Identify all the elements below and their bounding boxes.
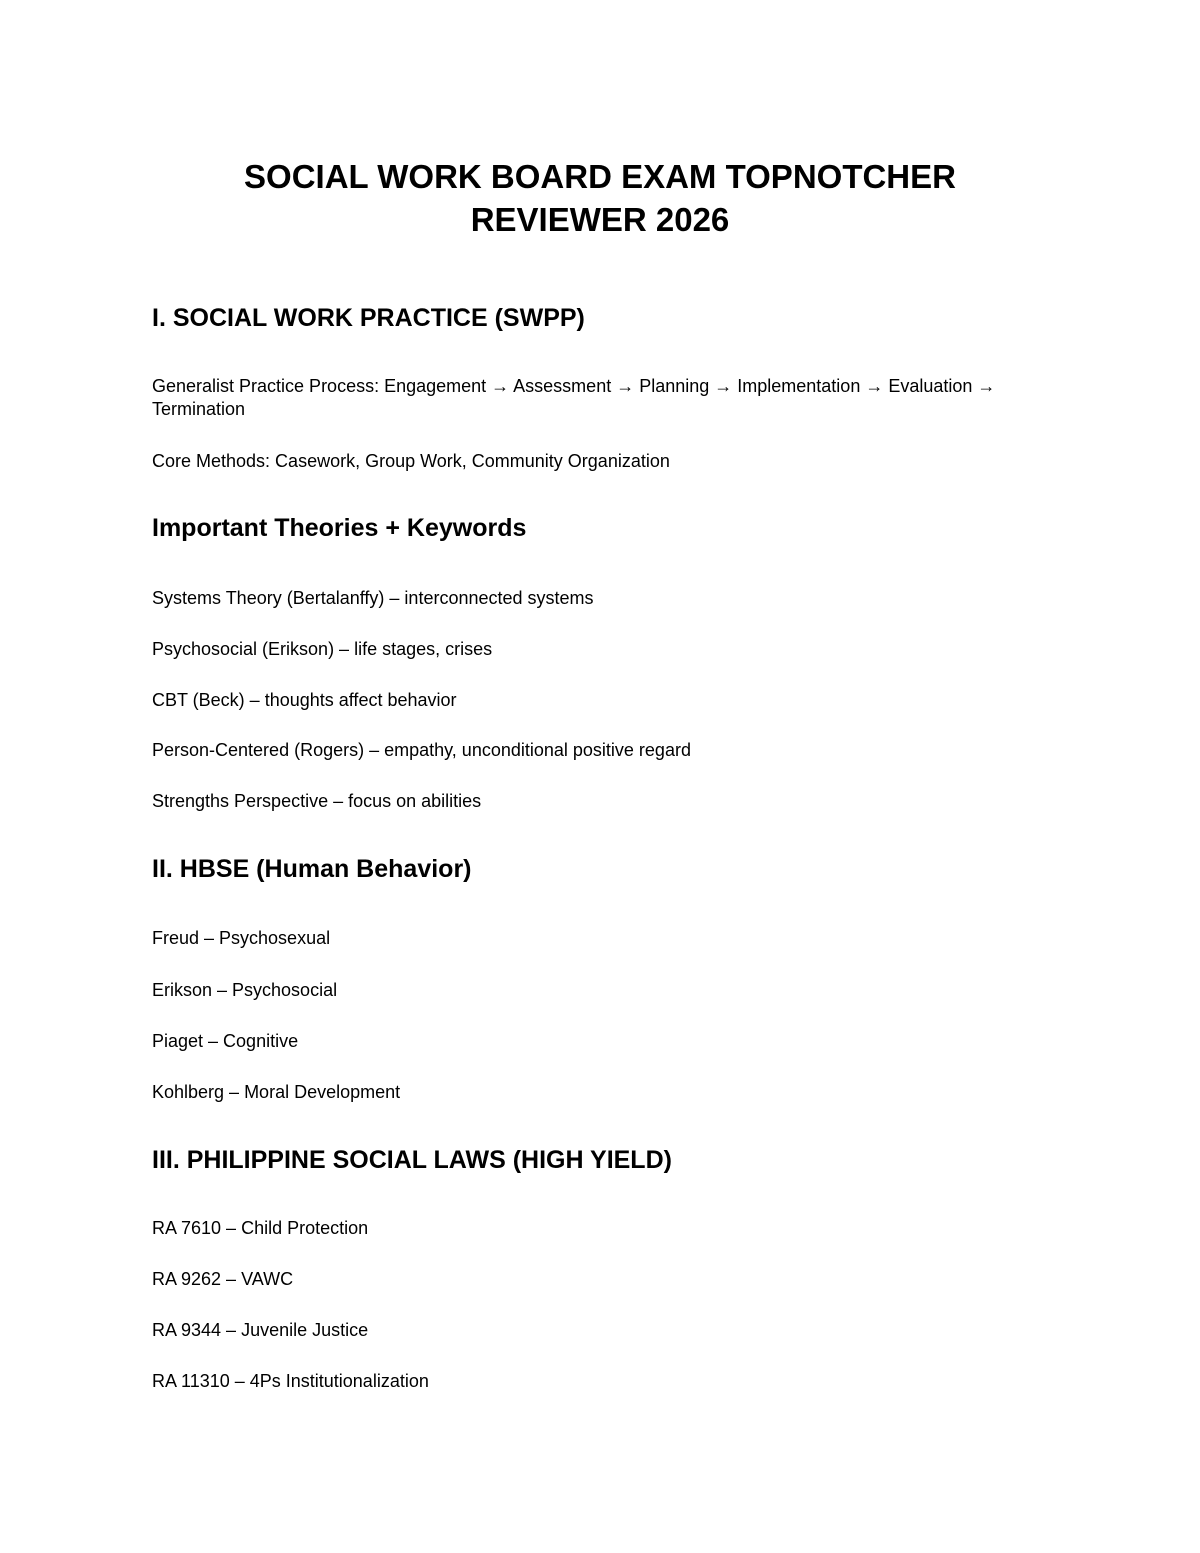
generalist-practice-process: Generalist Practice Process: Engagement → Assessment → Planning → Implementation → Evaluation → Termination xyxy=(152,376,996,419)
document-title-line-2: REVIEWER 2026 xyxy=(470,201,730,238)
theory-item: Systems Theory (Bertalanffy) – interconnected systems xyxy=(152,588,594,608)
law-item: RA 7610 – Child Protection xyxy=(152,1218,369,1238)
hbse-item: Piaget – Cognitive xyxy=(152,1031,299,1051)
hbse-item: Freud – Psychosexual xyxy=(152,928,331,948)
theories-heading: Important Theories + Keywords xyxy=(152,514,527,542)
law-item: RA 11310 – 4Ps Institutionalization xyxy=(152,1371,429,1391)
document-title-line-1: SOCIAL WORK BOARD EXAM TOPNOTCHER xyxy=(244,158,956,195)
core-methods: Core Methods: Casework, Group Work, Community Organization xyxy=(152,451,670,471)
section-1-heading: I. SOCIAL WORK PRACTICE (SWPP) xyxy=(152,304,585,332)
hbse-item: Kohlberg – Moral Development xyxy=(152,1082,401,1102)
theory-item: Person-Centered (Rogers) – empathy, unconditional positive regard xyxy=(152,740,691,760)
section-2-heading: II. HBSE (Human Behavior) xyxy=(152,855,472,883)
theory-item: Psychosocial (Erikson) – life stages, crises xyxy=(152,639,493,659)
theory-item: Strengths Perspective – focus on abilities xyxy=(152,791,482,811)
law-item: RA 9262 – VAWC xyxy=(152,1269,294,1289)
section-3-heading: III. PHILIPPINE SOCIAL LAWS (HIGH YIELD) xyxy=(152,1146,672,1174)
law-item: RA 9344 – Juvenile Justice xyxy=(152,1320,369,1340)
theory-item: CBT (Beck) – thoughts affect behavior xyxy=(152,690,457,710)
hbse-item: Erikson – Psychosocial xyxy=(152,980,338,1000)
